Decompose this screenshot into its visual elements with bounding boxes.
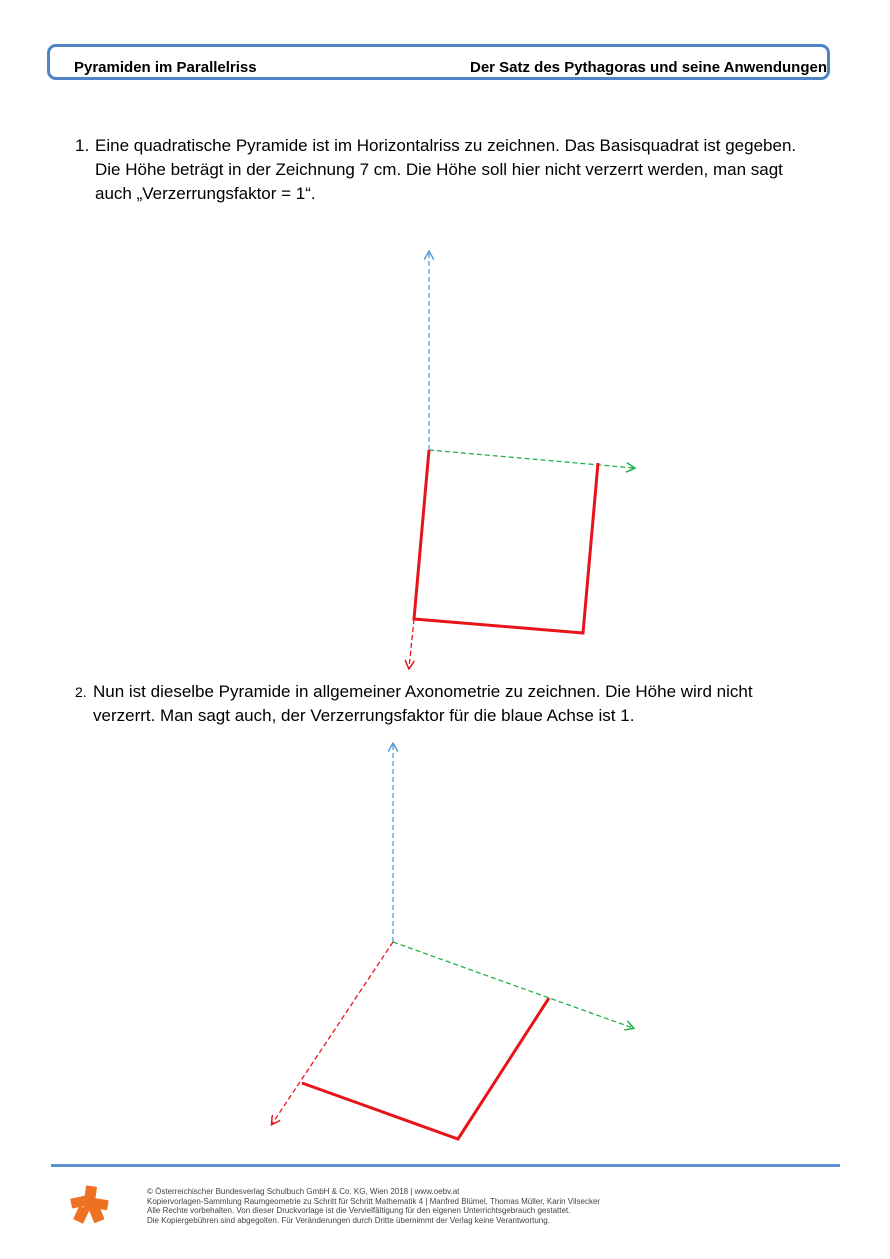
- task-2-line: verzerrt. Man sagt auch, der Verzerrungsfaktor für die blaue Achse ist 1.: [93, 706, 635, 725]
- footer-copyright: [147, 1187, 600, 1225]
- fig1-green-axis: [429, 450, 634, 468]
- task-2-number: 2.: [75, 684, 87, 700]
- oebv-logo-icon: [70, 1185, 110, 1225]
- figure-2: [272, 744, 633, 1139]
- footer-line: Kopiervorlagen-Sammlung Raumgeometrie zu Schritt für Schritt Mathematik 4 | Manfred Blümel, Thomas Müller, Karin Vilsecker: [147, 1196, 601, 1206]
- footer-line: © Österreichischer Bundesverlag Schulbuch GmbH & Co. KG, Wien 2018 | www.oebv.at: [147, 1187, 460, 1196]
- footer-line: Die Kopiergebühren sind abgegolten. Für Veränderungen durch Dritte übernimmt der Verlag keine Verantwortung.: [147, 1215, 550, 1225]
- footer-line: Alle Rechte vorbehalten. Von dieser Druckvorlage ist die Vervielfältigung für den eigenen Unterrichtsgebrauch gestattet.: [147, 1206, 571, 1215]
- task-1-number: 1.: [75, 136, 90, 155]
- fig1-red-axis: [409, 619, 414, 668]
- fig1-base-square: [414, 450, 598, 633]
- footer-divider: [51, 1164, 840, 1167]
- header-left-title: Pyramiden im Parallelriss: [74, 59, 257, 76]
- fig2-base-square: [302, 998, 549, 1139]
- header-right-title: Der Satz des Pythagoras und seine Anwendungen: [469, 59, 827, 76]
- task-1-line: Eine quadratische Pyramide ist im Horizontalriss zu zeichnen. Das Basisquadrat ist gegeben.: [95, 136, 797, 155]
- figure-1: [409, 252, 634, 668]
- fig2-green-axis: [393, 942, 633, 1028]
- task-2-line: Nun ist dieselbe Pyramide in allgemeiner Axonometrie zu zeichnen. Die Höhe wird nicht: [93, 682, 753, 701]
- task-1-line: Die Höhe beträgt in der Zeichnung 7 cm. Die Höhe soll hier nicht verzerrt werden, man sagt: [95, 160, 783, 179]
- task-1-line: auch „Verzerrungsfaktor = 1“.: [95, 184, 316, 203]
- fig2-red-axis: [272, 942, 393, 1124]
